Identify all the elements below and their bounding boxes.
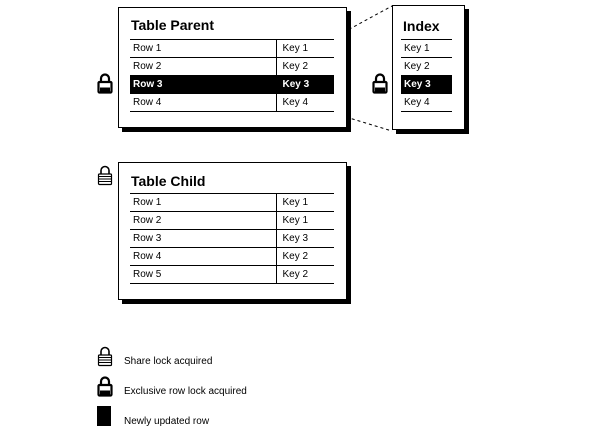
parent-table-box — [118, 7, 347, 128]
row-key: Key 1 — [276, 40, 334, 58]
exclusive-lock-icon — [372, 72, 388, 94]
row-key: Key 3 — [276, 230, 334, 248]
exclusive-lock-icon — [97, 72, 113, 94]
row-key: Key 4 — [276, 94, 334, 112]
row-key: Key 3 — [276, 76, 334, 94]
index-key: Key 1 — [401, 40, 452, 58]
table-row — [130, 230, 334, 248]
table-row — [130, 212, 334, 230]
table-row — [130, 266, 334, 284]
parent-table-title: Table Parent — [131, 17, 214, 33]
index-title: Index — [403, 18, 440, 34]
share-lock-icon — [97, 164, 113, 186]
index-grid — [401, 39, 452, 112]
updated-row-swatch — [97, 406, 111, 426]
legend-share-lock-label: Share lock acquired — [124, 356, 213, 367]
legend-updated-row-label: Newly updated row — [124, 416, 210, 427]
row-label: Row 4 — [130, 248, 276, 266]
index-key: Key 2 — [401, 58, 452, 76]
child-table-title: Table Child — [131, 173, 206, 189]
index-entry — [401, 58, 452, 76]
row-label: Row 2 — [130, 58, 276, 76]
table-row-updated — [130, 76, 334, 94]
exclusive-lock-icon — [97, 375, 113, 397]
index-entry — [401, 40, 452, 58]
index-entry-updated — [401, 76, 452, 94]
row-key: Key 2 — [276, 58, 334, 76]
row-key: Key 2 — [276, 266, 334, 284]
row-label: Row 1 — [130, 40, 276, 58]
connector-bottom — [346, 117, 392, 131]
row-label: Row 5 — [130, 266, 276, 284]
row-label: Row 3 — [130, 76, 276, 94]
index-box — [392, 5, 465, 130]
share-lock-icon — [97, 345, 113, 367]
table-row — [130, 40, 334, 58]
table-row — [130, 94, 334, 112]
row-label: Row 2 — [130, 212, 276, 230]
row-label: Row 1 — [130, 194, 276, 212]
parent-table-grid — [130, 39, 334, 112]
table-row — [130, 58, 334, 76]
row-key: Key 1 — [276, 212, 334, 230]
row-key: Key 1 — [276, 194, 334, 212]
index-entry — [401, 94, 452, 112]
row-label: Row 3 — [130, 230, 276, 248]
child-table-box — [118, 162, 347, 300]
index-key: Key 3 — [401, 76, 452, 94]
table-row — [130, 248, 334, 266]
row-key: Key 2 — [276, 248, 334, 266]
row-label: Row 4 — [130, 94, 276, 112]
legend-exclusive-lock-label: Exclusive row lock acquired — [124, 386, 247, 397]
child-table-grid — [130, 193, 334, 284]
index-key: Key 4 — [401, 94, 452, 112]
table-row — [130, 194, 334, 212]
